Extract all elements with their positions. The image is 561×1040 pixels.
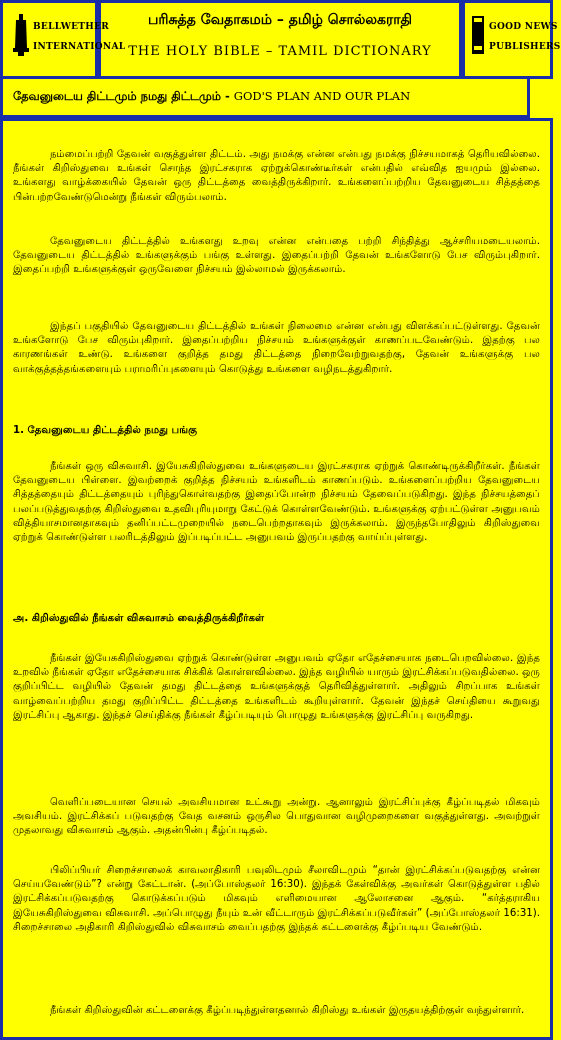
paragraph-5: நீங்கள் இயேசுகிறிஸ்துவை ஏற்றுக் கொண்டுள்ள அனுபவம் ஏதோ எதேச்சையாக நடைபெறவில்லை. இந்த உறவில் நீங்கள் ஏதோ எதேச்சையாக சிக்கிக் கொள்ளவில்லை. இந்த வழியில் யாரும் இரட்சிக்கப்படுவதில்லை. ஒரு குறிப்பிட்ட வழியில் தேவன் தமது திட்டத்தை உங்களுக்குத் தெரிவித்துள்ளார். அதிலும் சிறப்பாக உங்கள் வாழ்வைப்பற்றிய தமது குறிப்பிட்ட திட்டத்தை உங்களிடம் கூறியுள்ளார். தேவன் இந்தச் செய்தியை கூறுவது இரட்சிப்பு ஆகாது. இந்தச் செய்திக்கு நீங்கள் கீழ்ப்படியும் பொழுது உங்களுக்கு இரட்சிப்பு வருகிறது. xyxy=(13,653,540,721)
paragraph-3: இந்தப் பகுதியில் தேவனுடைய திட்டத்தில் உங்கள் நிலைமை என்ன என்பது விளக்கப்பட்டுள்ளது. தேவன் உங்களோடு பேச விரும்புகிறார். இதைப்பற்றிய நிச்சயம் உங்களுக்குள் காணப்படவேண்டும். இதற்கு பல காரணங்கள் உண்டு. உங்களை குறித்த தமது திட்டத்தை நிறைவேற்றுவதற்கு, தேவன் உங்களுக்கு பல வாக்குத்தத்தங்களையும் பராமரிப்புகளையும் கொடுத்து உங்களை வழிநடத்துகிறார். xyxy=(13,321,540,375)
book-icon xyxy=(470,12,486,58)
left-logo-line-2: INTERNATIONAL xyxy=(33,42,126,52)
right-logo-line-2: PUBLISHERS xyxy=(489,42,561,52)
section-heading-1: 1. தேவனுடைய திட்டத்தில் நமது பங்கு xyxy=(13,425,198,436)
bell-icon xyxy=(12,12,30,58)
paragraph-2: தேவனுடைய திட்டத்தில் உங்களது உறவு என்ன என்பதை பற்றி சிந்தித்து ஆச்சரியமடையலாம். தேவனுடைய திட்டத்தில் உங்களுக்கும் பங்கு உள்ளது. இதைப்பற்றி தேவன் உங்களோடு பேச விரும்புகிறார். இதைப்பற்றி உங்களுக்குள் ஒருவேளை நிச்சயம் இல்லாமல் இருக்கலாம். xyxy=(13,236,540,276)
page-title-box xyxy=(0,79,530,118)
right-logo-line-1: GOOD NEWS xyxy=(489,22,558,32)
paragraph-1: நம்மைப்பற்றி தேவன் வகுத்துள்ள திட்டம். அது நமக்கு என்ன என்பது நமக்கு நிச்சயமாகத் தெரியவில்லை. நீங்கள் கிறிஸ்துவை உங்கள் சொந்த இரட்சகராக ஏற்றுக்கொண்டீர்கள் என்பதில் எவ்வித ஐயமும் இல்லை. உங்களது வாழ்க்கையில் தேவன் ஒரு திட்டத்தை வைத்திருக்கிறார். உங்களைப்பற்றிய தேவனுடைய சித்தத்தை பின்பற்றவேண்டுமென்று நீங்கள் விரும்பலாம். xyxy=(13,149,540,203)
section-heading-2: அ. கிறிஸ்துவில் நீங்கள் விசுவாசம் வைத்திருக்கிறீர்கள் xyxy=(13,613,265,624)
paragraph-8: நீங்கள் கிறிஸ்துவின் கட்டளைக்கு கீழ்ப்படிந்துள்ளதனால் கிறிஸ்து உங்கள் இருதயத்திற்குள் வந்துள்ளார். xyxy=(50,1005,525,1016)
page-title-english: GOD'S PLAN AND OUR PLAN xyxy=(233,89,411,103)
page-title xyxy=(13,89,410,105)
header-title-english: THE HOLY BIBLE – TAMIL DICTIONARY xyxy=(128,44,432,59)
header-title-tamil: பரிசுத்த வேதாகமம் – தமிழ் சொல்லகராதி xyxy=(148,12,412,28)
good-news-logo xyxy=(470,12,561,58)
paragraph-7: பிலிப்பியர் சிறைச்சாலைக் காவலாதிகாரி பவுலிடமும் சீலாவிடமும் “தான் இரட்சிக்கப்படுவதற்கு என்ன செய்யவேண்டும்”? என்று கேட்டான். (அப்போஸ்தலர் 16:30). இந்தக் கேள்விக்கு அவர்கள் கொடுத்துள்ள பதில் இரட்சிக்கப்படுவதற்கு கொடுக்கப்படும் மிகவும் எளிமையான ஆலோசனை ஆகும். “கர்த்தராகிய இயேசுகிறிஸ்துவை விசுவாசி. அப்பொழுது நீயும் உன் வீட்டாரும் இரட்சிக்கப்படுவீர்கள்” (அப்போஸ்தலர் 16:31). சிறைச்சாலை அதிகாரி கிறிஸ்துவில் விசுவாசம் வைப்பதற்கு இந்தக் கட்டளைக்கு கீழ்ப்படிய வேண்டும். xyxy=(13,865,540,933)
paragraph-6: வெளிப்படையான செயல் அவசியமான உட்கூறு அன்று. ஆனாலும் இரட்சிப்புக்கு கீழ்ப்படிதல் மிகவும் அவசியம். இரட்சிக்கப் படுவதற்கு வேத வசனம் ஒருசில பொதுவான வழிமுறைகளை வகுத்துள்ளது. அவற்றுள் முதலாவது விசுவாசம் ஆகும். அதன்பின்பு கீழ்ப்படிதல். xyxy=(13,797,540,837)
left-logo-line-1: BELLWETHER xyxy=(33,22,110,32)
paragraph-4: நீங்கள் ஒரு விசுவாசி. இயேசுகிறிஸ்துவை உங்களுடைய இரட்சகராக ஏற்றுக் கொண்டிருக்கிறீர்கள். நீங்கள் தேவனுடைய பிள்ளை. இவற்றைக் குறித்த நிச்சயம் உங்களிடம் காணப்படும். உங்களைப்பற்றிய தேவனுடைய சித்தத்தையும் திட்டத்தையும் புரிந்துகொள்வதற்கு இதைப்போன்ற நிச்சயம் தேவைப்படுகிறது. இந்த நிச்சயத்தைப் பலப்படுத்துவதற்கு கிறிஸ்துவை உதவிபுரியுமாறு கேட்டுக் கொள்ளவேண்டும். உங்களுக்கு ஏற்பட்டுள்ள அனுபவம் வித்தியாசமானதாகவும் தனிப்பட்டமுறையில் நடைபெற்றதாகவும் இருக்கலாம். இருந்தபோதிலும் கிறிஸ்துவை ஏற்றுக் கொண்டுள்ள பலரிடத்திலும் இப்படிப்பட்ட அனுபவம் இருப்பதற்கு வாய்ப்புள்ளது. xyxy=(13,461,540,544)
page-title-tamil: தேவனுடைய திட்டமும் நமது திட்டமும் - xyxy=(13,89,234,103)
